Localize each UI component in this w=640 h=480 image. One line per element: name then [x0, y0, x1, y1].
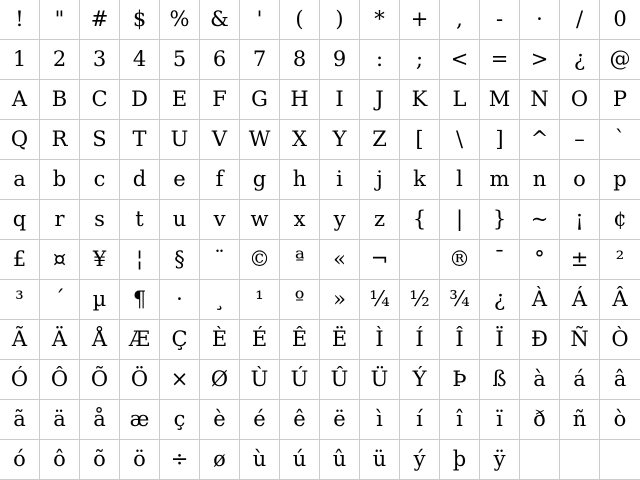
glyph-cell: l	[440, 160, 480, 200]
glyph-cell: Ù	[240, 360, 280, 400]
glyph-cell: o	[560, 160, 600, 200]
glyph-cell: Å	[80, 320, 120, 360]
glyph-cell: Z	[360, 120, 400, 160]
glyph-cell: '	[240, 0, 280, 40]
glyph-cell: ·	[520, 0, 560, 40]
glyph-cell: ¦	[120, 240, 160, 280]
glyph-cell: D	[120, 80, 160, 120]
glyph-cell: Æ	[120, 320, 160, 360]
glyph-cell: >	[520, 40, 560, 80]
glyph-cell: j	[360, 160, 400, 200]
glyph-cell: m	[480, 160, 520, 200]
glyph-cell: v	[200, 200, 240, 240]
glyph-cell: ®	[440, 240, 480, 280]
glyph-cell: ç	[160, 400, 200, 440]
glyph-cell: £	[0, 240, 40, 280]
glyph-cell: z	[360, 200, 400, 240]
glyph-cell: <	[440, 40, 480, 80]
glyph-cell: ê	[280, 400, 320, 440]
glyph-cell: x	[280, 200, 320, 240]
glyph-cell: ô	[40, 440, 80, 480]
glyph-cell: }	[480, 200, 520, 240]
glyph-cell: g	[240, 160, 280, 200]
glyph-cell: 7	[240, 40, 280, 80]
glyph-cell: ä	[40, 400, 80, 440]
glyph-cell: Ì	[360, 320, 400, 360]
glyph-cell: n	[520, 160, 560, 200]
glyph-cell: ±	[560, 240, 600, 280]
glyph-cell-empty	[520, 440, 560, 480]
glyph-cell: µ	[80, 280, 120, 320]
glyph-cell: »	[320, 280, 360, 320]
glyph-cell: c	[80, 160, 120, 200]
glyph-cell: ì	[360, 400, 400, 440]
glyph-cell: ø	[200, 440, 240, 480]
glyph-cell: k	[400, 160, 440, 200]
glyph-cell: ï	[480, 400, 520, 440]
glyph-cell: y	[320, 200, 360, 240]
glyph-cell: 0	[600, 0, 640, 40]
glyph-cell: 5	[160, 40, 200, 80]
glyph-cell: Y	[320, 120, 360, 160]
glyph-cell: A	[0, 80, 40, 120]
glyph-cell: «	[320, 240, 360, 280]
glyph-cell: ß	[480, 360, 520, 400]
glyph-cell: ë	[320, 400, 360, 440]
glyph-cell: X	[280, 120, 320, 160]
glyph-cell: ×	[160, 360, 200, 400]
glyph-cell: h	[280, 160, 320, 200]
glyph-cell: `	[600, 120, 640, 160]
glyph-cell: Ê	[280, 320, 320, 360]
glyph-cell: J	[360, 80, 400, 120]
glyph-cell: þ	[440, 440, 480, 480]
glyph-cell: r	[40, 200, 80, 240]
glyph-cell: $	[120, 0, 160, 40]
glyph-cell: á	[560, 360, 600, 400]
glyph-cell: 8	[280, 40, 320, 80]
glyph-cell: Í	[400, 320, 440, 360]
glyph-cell: E	[160, 80, 200, 120]
glyph-cell: 1	[0, 40, 40, 80]
glyph-cell: t	[120, 200, 160, 240]
glyph-cell: ¥	[80, 240, 120, 280]
glyph-cell: :	[360, 40, 400, 80]
glyph-cell: p	[600, 160, 640, 200]
glyph-cell: Ã	[0, 320, 40, 360]
glyph-cell: H	[280, 80, 320, 120]
glyph-cell: C	[80, 80, 120, 120]
glyph-cell: ¯	[480, 240, 520, 280]
glyph-cell: )	[320, 0, 360, 40]
glyph-cell: ÿ	[480, 440, 520, 480]
glyph-cell: ¤	[40, 240, 80, 280]
glyph-cell: í	[400, 400, 440, 440]
glyph-cell: Ä	[40, 320, 80, 360]
glyph-cell: â	[600, 360, 640, 400]
glyph-cell: ¸	[200, 280, 240, 320]
glyph-cell: *	[360, 0, 400, 40]
glyph-cell: ÷	[160, 440, 200, 480]
glyph-cell: ©	[240, 240, 280, 280]
glyph-cell: #	[80, 0, 120, 40]
glyph-cell: ý	[400, 440, 440, 480]
glyph-cell: Â	[600, 280, 640, 320]
glyph-cell: O	[560, 80, 600, 120]
glyph-cell: q	[0, 200, 40, 240]
glyph-cell: º	[280, 280, 320, 320]
glyph-cell: /	[560, 0, 600, 40]
glyph-cell: \	[440, 120, 480, 160]
glyph-cell: a	[0, 160, 40, 200]
glyph-cell: Õ	[80, 360, 120, 400]
glyph-cell: è	[200, 400, 240, 440]
glyph-cell: ,	[440, 0, 480, 40]
glyph-cell: w	[240, 200, 280, 240]
glyph-cell: =	[480, 40, 520, 80]
glyph-cell: ¾	[440, 280, 480, 320]
glyph-cell: !	[0, 0, 40, 40]
glyph-cell: ã	[0, 400, 40, 440]
glyph-cell: õ	[80, 440, 120, 480]
glyph-cell: L	[440, 80, 480, 120]
glyph-cell: N	[520, 80, 560, 120]
glyph-cell: ¡	[560, 200, 600, 240]
glyph-cell: Î	[440, 320, 480, 360]
glyph-cell: e	[160, 160, 200, 200]
glyph-cell: M	[480, 80, 520, 120]
glyph-cell: À	[520, 280, 560, 320]
glyph-cell: ¬	[360, 240, 400, 280]
glyph-cell: û	[320, 440, 360, 480]
glyph-cell: K	[400, 80, 440, 120]
glyph-cell: d	[120, 160, 160, 200]
glyph-cell: {	[400, 200, 440, 240]
glyph-cell: V	[200, 120, 240, 160]
glyph-cell: Þ	[440, 360, 480, 400]
glyph-cell: &	[200, 0, 240, 40]
glyph-cell: Ö	[120, 360, 160, 400]
glyph-cell: ¹	[240, 280, 280, 320]
glyph-cell: 6	[200, 40, 240, 80]
glyph-cell: (	[280, 0, 320, 40]
glyph-cell: Ú	[280, 360, 320, 400]
glyph-cell: u	[160, 200, 200, 240]
glyph-cell: Û	[320, 360, 360, 400]
glyph-cell: 2	[40, 40, 80, 80]
glyph-cell: ·	[160, 280, 200, 320]
glyph-cell: I	[320, 80, 360, 120]
glyph-cell: Ô	[40, 360, 80, 400]
glyph-cell-empty	[600, 440, 640, 480]
glyph-cell: ó	[0, 440, 40, 480]
glyph-cell: ¿	[560, 40, 600, 80]
glyph-cell: Ç	[160, 320, 200, 360]
glyph-cell: Ø	[200, 360, 240, 400]
glyph-cell: Ý	[400, 360, 440, 400]
glyph-cell: @	[600, 40, 640, 80]
glyph-cell: ;	[400, 40, 440, 80]
glyph-cell: 4	[120, 40, 160, 80]
glyph-cell: É	[240, 320, 280, 360]
glyph-cell: ð	[520, 400, 560, 440]
glyph-cell: ú	[280, 440, 320, 480]
glyph-cell: +	[400, 0, 440, 40]
glyph-cell: S	[80, 120, 120, 160]
glyph-cell: ~	[520, 200, 560, 240]
glyph-cell: i	[320, 160, 360, 200]
glyph-cell: R	[40, 120, 80, 160]
glyph-cell: ^	[520, 120, 560, 160]
glyph-cell: î	[440, 400, 480, 440]
glyph-cell: Ð	[520, 320, 560, 360]
glyph-cell: ¿	[480, 280, 520, 320]
glyph-cell: f	[200, 160, 240, 200]
glyph-cell: ½	[400, 280, 440, 320]
glyph-cell: §	[160, 240, 200, 280]
glyph-cell: Ò	[600, 320, 640, 360]
glyph-cell: |	[440, 200, 480, 240]
glyph-cell: ö	[120, 440, 160, 480]
glyph-cell: Ï	[480, 320, 520, 360]
glyph-cell: Ó	[0, 360, 40, 400]
glyph-cell: ¶	[120, 280, 160, 320]
glyph-cell: B	[40, 80, 80, 120]
glyph-cell: ´	[40, 280, 80, 320]
glyph-cell: –	[560, 120, 600, 160]
glyph-cell: Á	[560, 280, 600, 320]
glyph-cell: ü	[360, 440, 400, 480]
glyph-cell-empty	[560, 440, 600, 480]
glyph-cell: F	[200, 80, 240, 120]
glyph-cell: ª	[280, 240, 320, 280]
glyph-cell: s	[80, 200, 120, 240]
glyph-cell: à	[520, 360, 560, 400]
glyph-cell: æ	[120, 400, 160, 440]
glyph-cell: ù	[240, 440, 280, 480]
glyph-cell: ¼	[360, 280, 400, 320]
glyph-cell: b	[40, 160, 80, 200]
glyph-cell: ³	[0, 280, 40, 320]
glyph-cell: P	[600, 80, 640, 120]
glyph-cell	[400, 240, 440, 280]
glyph-cell: °	[520, 240, 560, 280]
glyph-cell: Ñ	[560, 320, 600, 360]
glyph-cell: G	[240, 80, 280, 120]
glyph-cell: 3	[80, 40, 120, 80]
glyph-cell: Ü	[360, 360, 400, 400]
glyph-cell: W	[240, 120, 280, 160]
glyph-cell: é	[240, 400, 280, 440]
glyph-cell: Q	[0, 120, 40, 160]
glyph-cell: "	[40, 0, 80, 40]
glyph-cell: 9	[320, 40, 360, 80]
glyph-cell: ]	[480, 120, 520, 160]
glyph-cell: T	[120, 120, 160, 160]
glyph-cell: ¨	[200, 240, 240, 280]
glyph-cell: [	[400, 120, 440, 160]
glyph-cell: ²	[600, 240, 640, 280]
glyph-cell: -	[480, 0, 520, 40]
glyph-cell: %	[160, 0, 200, 40]
glyph-cell: È	[200, 320, 240, 360]
glyph-cell: ñ	[560, 400, 600, 440]
glyph-cell: U	[160, 120, 200, 160]
glyph-cell: å	[80, 400, 120, 440]
glyph-cell: Ë	[320, 320, 360, 360]
glyph-cell: ò	[600, 400, 640, 440]
glyph-cell: ¢	[600, 200, 640, 240]
